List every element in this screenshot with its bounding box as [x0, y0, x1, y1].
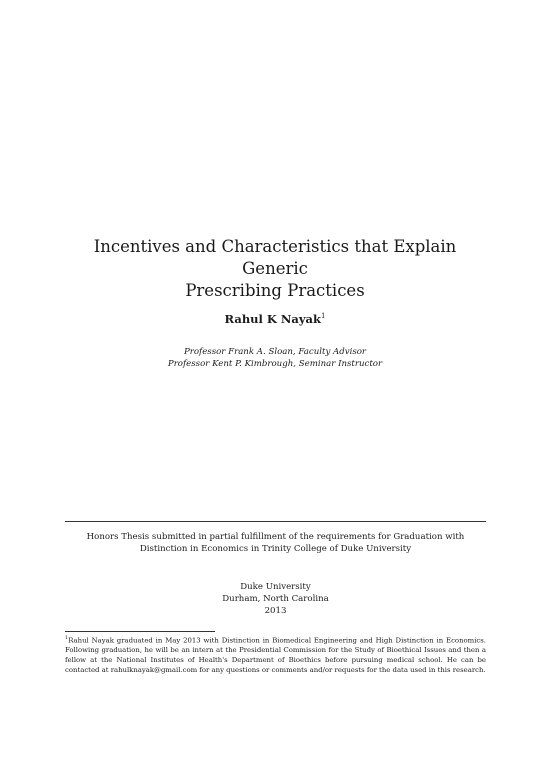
- footnote-rule: [65, 631, 215, 632]
- submission-line-1: Honors Thesis submitted in partial fulfillment of the requirements for Graduation with: [86, 532, 465, 542]
- institution-name: Duke University: [240, 582, 311, 592]
- submission-year: 2013: [264, 606, 287, 616]
- author-footnote: [65, 634, 486, 675]
- thesis-title: [60, 236, 490, 302]
- institution-block: [65, 581, 486, 617]
- submission-line-2: Distinction in Economics in Trinity College of Duke University: [139, 544, 412, 554]
- author-name: [60, 312, 490, 326]
- horizontal-rule: [65, 521, 486, 522]
- footnote-mark: 1: [65, 635, 69, 641]
- footnote-text: Rahul Nayak graduated in May 2013 with Distinction in Biomedical Engineering and High Distinction in Economics. Following graduation, he will be an intern at the Presidential Commission for the Study of Bioethical Issues and then a fellow at the National Institutes of Health's Department of Bioethics before pursuing medical school. He can be contacted at rahulknayak@gmail.com for any questions or comments and/or requests for the data used in this research.: [65, 636, 486, 674]
- advisors-block: [60, 346, 490, 370]
- thesis-title-line-1: Incentives and Characteristics that Explain Generic: [93, 237, 457, 278]
- thesis-title-line-2: Prescribing Practices: [185, 281, 365, 300]
- institution-location: Durham, North Carolina: [222, 594, 329, 604]
- author-name-text: Rahul K Nayak: [224, 312, 321, 326]
- seminar-instructor: Professor Kent P. Kimbrough, Seminar Instructor: [167, 359, 383, 369]
- faculty-advisor: Professor Frank A. Sloan, Faculty Advisor: [183, 347, 367, 357]
- author-footnote-mark: 1: [320, 312, 326, 321]
- submission-statement: [65, 531, 486, 555]
